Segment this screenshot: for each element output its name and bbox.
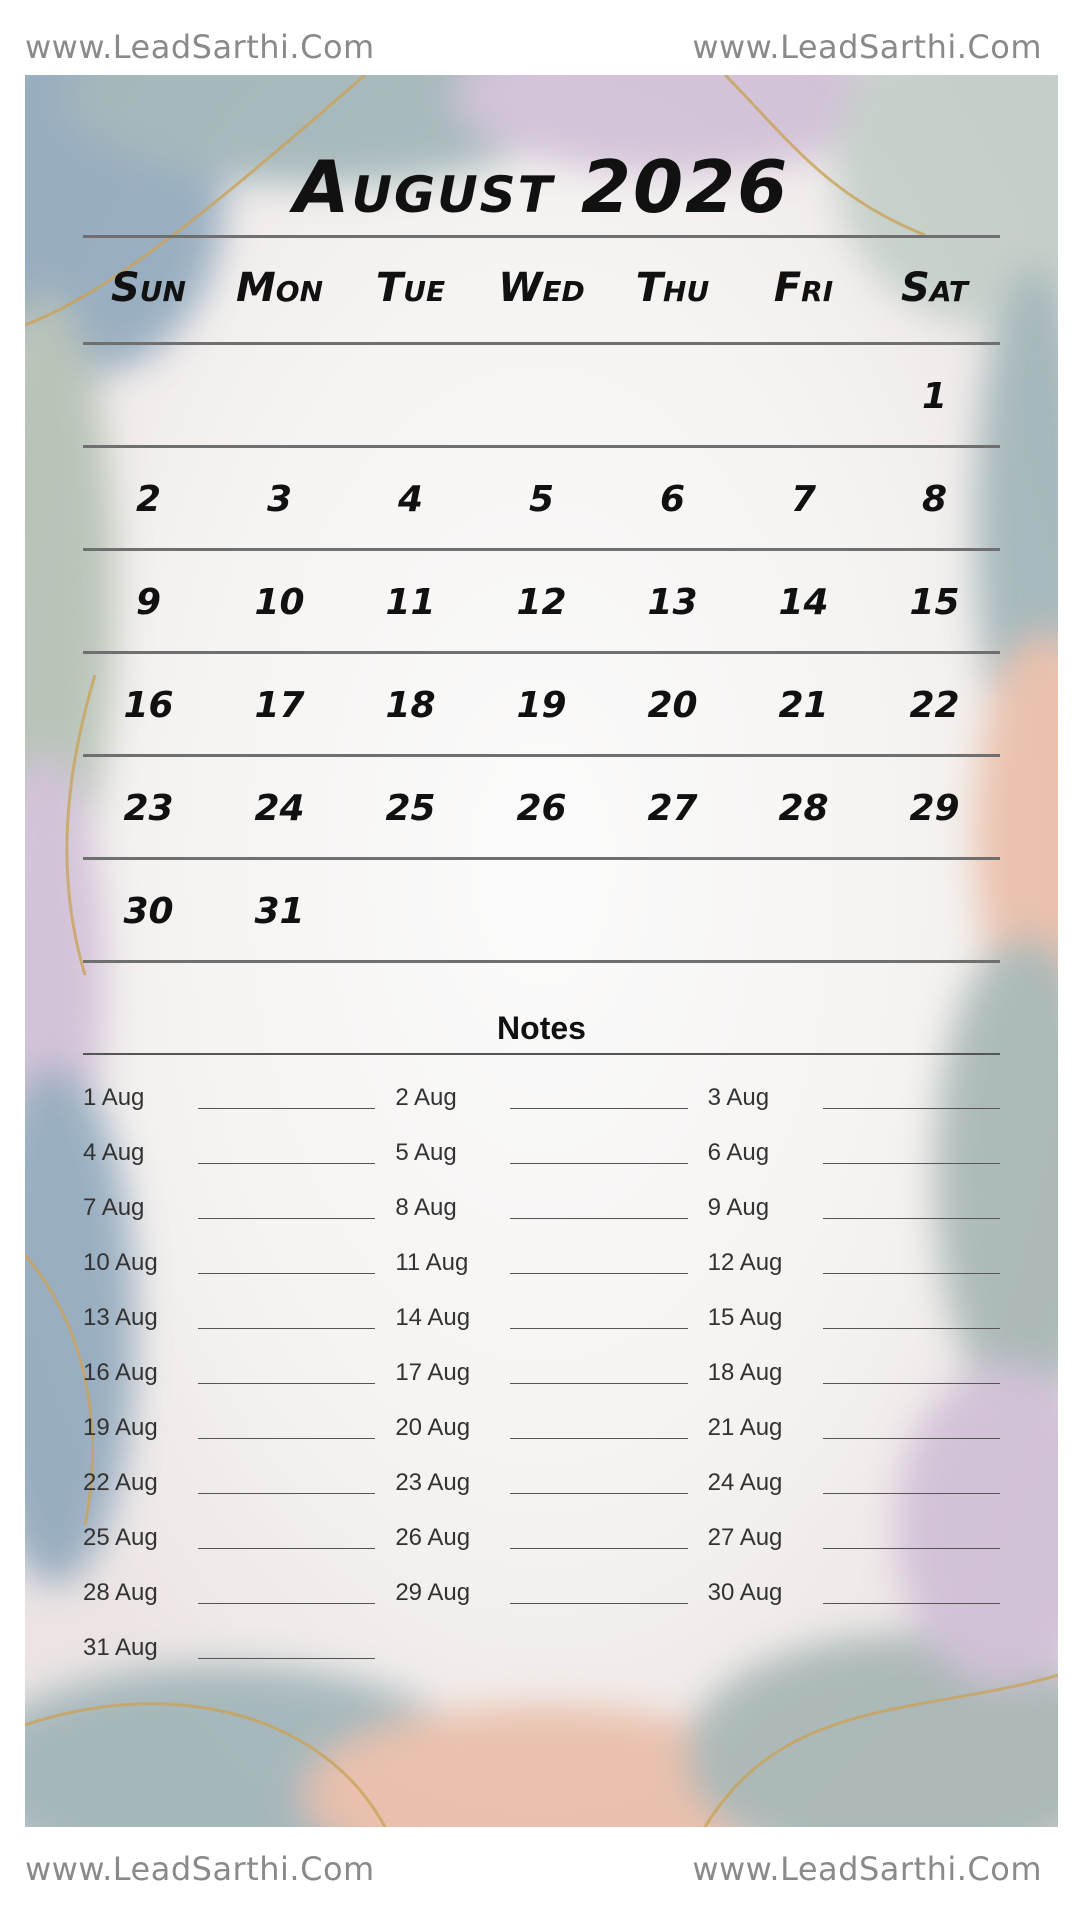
note-write-line[interactable]: [823, 1086, 1000, 1109]
day-cell: 12: [516, 582, 567, 623]
note-row: [83, 1510, 375, 1565]
day-cell: 25: [385, 788, 436, 829]
week-row: [83, 345, 1000, 448]
note-write-line[interactable]: [823, 1581, 1000, 1604]
note-date-label: 26 Aug: [395, 1523, 471, 1551]
note-date-label: 9 Aug: [707, 1193, 770, 1221]
watermark-bottom-left: www.LeadSarthi.Com: [25, 1850, 375, 1888]
note-write-line[interactable]: [510, 1526, 687, 1549]
note-write-line[interactable]: [198, 1141, 375, 1164]
note-date-label: 14 Aug: [395, 1303, 471, 1331]
note-row: [708, 1345, 1000, 1400]
day-cell: 31: [254, 891, 305, 932]
weekday-fri: Fri: [773, 265, 834, 311]
note-write-line[interactable]: [198, 1086, 375, 1109]
week-row: [83, 757, 1000, 860]
day-cell: 21: [778, 685, 829, 726]
day-cell: 5: [528, 479, 555, 520]
note-write-line[interactable]: [510, 1141, 687, 1164]
day-cell: 16: [123, 685, 174, 726]
note-date-label: 28 Aug: [83, 1578, 158, 1606]
notes-divider: [83, 1053, 1000, 1055]
note-date-label: 8 Aug: [395, 1193, 457, 1221]
note-date-label: 21 Aug: [707, 1413, 783, 1441]
weekday-header: [83, 265, 1000, 325]
day-cell: 19: [516, 685, 567, 726]
note-write-line[interactable]: [510, 1581, 687, 1604]
day-cell: 14: [778, 582, 829, 623]
note-row: [395, 1455, 687, 1510]
day-cell: 23: [123, 788, 174, 829]
week-row: [83, 448, 1000, 551]
note-row: [83, 1290, 375, 1345]
note-date-label: 16 Aug: [83, 1358, 158, 1386]
note-date-label: 25 Aug: [83, 1523, 158, 1551]
weekday-sat: Sat: [901, 265, 968, 311]
note-row: [395, 1345, 687, 1400]
note-date-label: 29 Aug: [395, 1578, 471, 1606]
note-date-label: 20 Aug: [395, 1413, 471, 1441]
week-row: [83, 860, 1000, 963]
day-cell: 2: [135, 479, 162, 520]
watermark-bottom-right: www.LeadSarthi.Com: [692, 1850, 1042, 1888]
day-cell: 15: [909, 582, 960, 623]
note-date-label: 18 Aug: [707, 1358, 783, 1386]
note-date-label: 19 Aug: [83, 1413, 158, 1441]
note-row: [395, 1290, 687, 1345]
note-write-line[interactable]: [198, 1361, 375, 1384]
day-cell: 10: [254, 582, 305, 623]
note-row: [83, 1400, 375, 1455]
day-cell: 28: [778, 788, 829, 829]
note-date-label: 4 Aug: [83, 1138, 145, 1166]
note-write-line[interactable]: [823, 1141, 1000, 1164]
day-cell: 24: [254, 788, 305, 829]
note-date-label: 24 Aug: [707, 1468, 783, 1496]
week-row: [83, 654, 1000, 757]
note-write-line[interactable]: [510, 1416, 687, 1439]
note-row: [395, 1565, 687, 1620]
day-cell: 11: [385, 582, 436, 623]
note-row: [708, 1400, 1000, 1455]
title-divider: [83, 235, 1000, 238]
note-row: [83, 1070, 375, 1125]
note-date-label: 31 Aug: [83, 1633, 158, 1661]
note-row: [83, 1345, 375, 1400]
weekday-mon: Mon: [235, 265, 324, 311]
calendar-grid: [83, 345, 1000, 963]
note-write-line[interactable]: [510, 1251, 687, 1274]
note-date-label: 11 Aug: [395, 1248, 469, 1276]
note-row: [83, 1620, 375, 1675]
notes-title: Notes: [497, 1010, 586, 1046]
note-date-label: 15 Aug: [707, 1303, 783, 1331]
note-row: [83, 1180, 375, 1235]
note-write-line[interactable]: [198, 1581, 375, 1604]
note-date-label: 27 Aug: [707, 1523, 783, 1551]
note-write-line[interactable]: [510, 1086, 687, 1109]
day-cell: 1: [921, 376, 948, 417]
day-cell: 20: [647, 685, 698, 726]
note-date-label: 10 Aug: [83, 1248, 158, 1276]
note-row: [83, 1125, 375, 1180]
note-row: [708, 1235, 1000, 1290]
note-date-label: 2 Aug: [395, 1083, 457, 1111]
week-row: [83, 551, 1000, 654]
day-cell: 9: [135, 582, 162, 623]
note-date-label: 22 Aug: [83, 1468, 158, 1496]
note-row: [708, 1510, 1000, 1565]
note-date-label: 13 Aug: [83, 1303, 158, 1331]
note-write-line[interactable]: [198, 1636, 375, 1659]
day-cell: 17: [254, 685, 305, 726]
note-write-line[interactable]: [198, 1306, 375, 1329]
note-row: [708, 1290, 1000, 1345]
note-date-label: 17 Aug: [395, 1358, 471, 1386]
calendar-card: [25, 75, 1058, 1827]
day-cell: 3: [266, 479, 293, 520]
note-row: [708, 1070, 1000, 1125]
note-write-line[interactable]: [510, 1306, 687, 1329]
note-row: [83, 1455, 375, 1510]
note-row: [708, 1180, 1000, 1235]
day-cell: 8: [921, 479, 948, 520]
note-row: [395, 1070, 687, 1125]
day-cell: 4: [397, 479, 424, 520]
note-row: [83, 1235, 375, 1290]
note-write-line[interactable]: [198, 1471, 375, 1494]
note-write-line[interactable]: [823, 1526, 1000, 1549]
note-row: [395, 1125, 687, 1180]
calendar-title: August 2026: [293, 145, 790, 229]
note-date-label: 3 Aug: [707, 1083, 770, 1111]
note-row: [708, 1565, 1000, 1620]
note-write-line[interactable]: [510, 1196, 687, 1219]
note-row: [395, 1180, 687, 1235]
note-write-line[interactable]: [823, 1416, 1000, 1439]
note-write-line[interactable]: [823, 1361, 1000, 1384]
weekday-sun: Sun: [111, 265, 186, 311]
notes-grid: [83, 1070, 1000, 1675]
note-row: [83, 1565, 375, 1620]
note-write-line[interactable]: [823, 1196, 1000, 1219]
note-write-line[interactable]: [510, 1471, 687, 1494]
day-cell: 27: [647, 788, 698, 829]
note-row: [395, 1510, 687, 1565]
note-write-line[interactable]: [823, 1251, 1000, 1274]
note-row: [395, 1235, 687, 1290]
note-date-label: 12 Aug: [707, 1248, 783, 1276]
note-row: [708, 1455, 1000, 1510]
note-date-label: 23 Aug: [395, 1468, 471, 1496]
day-cell: 30: [123, 891, 174, 932]
day-cell: 22: [909, 685, 960, 726]
note-date-label: 7 Aug: [83, 1193, 145, 1221]
day-cell: 13: [647, 582, 698, 623]
note-write-line[interactable]: [823, 1471, 1000, 1494]
note-write-line[interactable]: [198, 1526, 375, 1549]
note-write-line[interactable]: [198, 1416, 375, 1439]
day-cell: 29: [909, 788, 960, 829]
watermark-top-left: www.LeadSarthi.Com: [25, 28, 375, 66]
day-cell: 6: [659, 479, 686, 520]
note-date-label: 5 Aug: [395, 1138, 457, 1166]
weekday-tue: Tue: [375, 265, 446, 311]
day-cell: 7: [790, 479, 817, 520]
note-write-line[interactable]: [510, 1361, 687, 1384]
watermark-top-right: www.LeadSarthi.Com: [692, 28, 1042, 66]
note-write-line[interactable]: [198, 1251, 375, 1274]
note-write-line[interactable]: [823, 1306, 1000, 1329]
day-cell: 18: [385, 685, 436, 726]
note-row: [395, 1400, 687, 1455]
note-date-label: 30 Aug: [707, 1578, 783, 1606]
note-row: [708, 1125, 1000, 1180]
note-date-label: 6 Aug: [707, 1138, 770, 1166]
note-date-label: 1 Aug: [83, 1083, 145, 1111]
day-cell: 26: [516, 788, 567, 829]
note-write-line[interactable]: [198, 1196, 375, 1219]
weekday-wed: Wed: [498, 265, 585, 311]
weekday-thu: Thu: [635, 265, 710, 311]
